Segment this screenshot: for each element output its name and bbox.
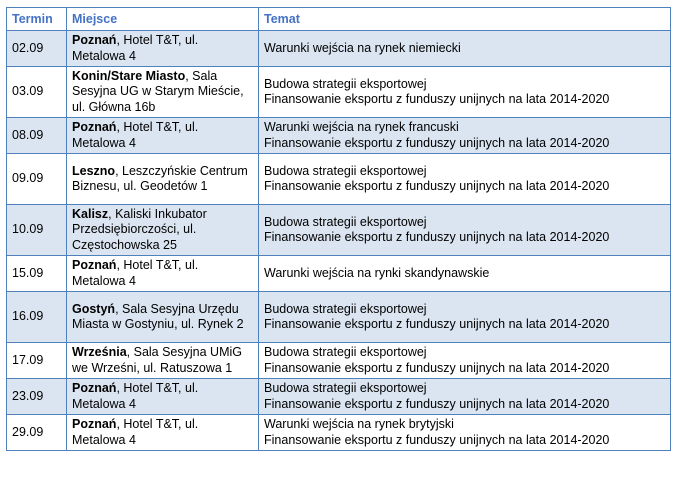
city-name: Poznań <box>72 417 117 431</box>
schedule-table <box>6 7 671 451</box>
place-detail: , Hotel T&T, ul. Metalowa 4 <box>72 381 199 411</box>
place-cell <box>67 415 259 451</box>
place-cell <box>67 118 259 154</box>
date-cell: 29.09 <box>7 415 67 451</box>
city-name: Września <box>72 345 127 359</box>
topic-line: Finansowanie eksportu z funduszy unijnych na lata 2014-2020 <box>264 179 610 193</box>
city-name: Poznań <box>72 381 117 395</box>
city-name: Gostyń <box>72 301 116 316</box>
date-cell: 03.09 <box>7 67 67 118</box>
header-temat: Temat <box>259 8 671 31</box>
city-name: Kalisz <box>72 206 109 221</box>
topic-line: Budowa strategii eksportowej <box>264 301 427 316</box>
place-cell <box>67 31 259 67</box>
topic-line: Finansowanie eksportu z funduszy unijnych na lata 2014-2020 <box>264 360 610 375</box>
date-cell: 23.09 <box>7 379 67 415</box>
date-cell: 08.09 <box>7 118 67 154</box>
topic-line: Finansowanie eksportu z funduszy unijnych na lata 2014-2020 <box>264 317 610 331</box>
city-name: Poznań <box>72 33 117 47</box>
place-detail: , Hotel T&T, ul. Metalowa 4 <box>72 120 199 150</box>
topic-cell <box>259 415 671 451</box>
topic-cell <box>259 379 671 415</box>
date-cell: 10.09 <box>7 205 67 256</box>
topic-line: Budowa strategii eksportowej <box>264 345 427 359</box>
place-detail: , Leszczyńskie Centrum Biznesu, ul. Geodetów 1 <box>72 163 248 193</box>
topic-cell <box>259 343 671 379</box>
city-name: Poznań <box>72 258 117 272</box>
topic-line: Warunki wejścia na rynek niemiecki <box>264 40 461 55</box>
city-name: Poznań <box>72 120 117 134</box>
header-miejsce: Miejsce <box>67 8 259 31</box>
table-row <box>7 379 671 415</box>
table-row <box>7 343 671 379</box>
topic-line: Warunki wejścia na rynek brytyjski <box>264 417 454 431</box>
place-detail: , Kaliski Inkubator Przedsiębiorczości, ul. Częstochowska 25 <box>72 206 207 252</box>
place-cell <box>67 154 259 205</box>
topic-line: Warunki wejścia na rynki skandynawskie <box>264 265 490 280</box>
header-row <box>7 8 671 31</box>
table-row <box>7 292 671 343</box>
date-cell: 02.09 <box>7 31 67 67</box>
table-row <box>7 154 671 205</box>
table-row <box>7 415 671 451</box>
place-cell <box>67 343 259 379</box>
place-cell <box>67 379 259 415</box>
date-cell: 17.09 <box>7 343 67 379</box>
topic-cell <box>259 31 671 67</box>
topic-cell <box>259 118 671 154</box>
place-cell <box>67 256 259 292</box>
place-detail: , Hotel T&T, ul. Metalowa 4 <box>72 33 199 63</box>
topic-line: Budowa strategii eksportowej <box>264 214 427 229</box>
table-row <box>7 205 671 256</box>
date-cell: 16.09 <box>7 292 67 343</box>
topic-line: Finansowanie eksportu z funduszy unijnych na lata 2014-2020 <box>264 92 610 106</box>
place-cell <box>67 205 259 256</box>
topic-cell <box>259 205 671 256</box>
topic-line: Budowa strategii eksportowej <box>264 381 427 395</box>
header-termin: Termin <box>7 8 67 31</box>
place-detail: , Sala Sesyjna Urzędu Miasta w Gostyniu, ul. Rynek 2 <box>72 301 244 331</box>
topic-line: Budowa strategii eksportowej <box>264 76 427 91</box>
place-detail: , Sala Sesyjna UG w Starym Mieście, ul. Główna 16b <box>72 68 244 114</box>
topic-line: Finansowanie eksportu z funduszy unijnych na lata 2014-2020 <box>264 396 610 411</box>
table-row <box>7 118 671 154</box>
topic-line: Budowa strategii eksportowej <box>264 163 427 178</box>
date-cell: 15.09 <box>7 256 67 292</box>
topic-line: Finansowanie eksportu z funduszy unijnych na lata 2014-2020 <box>264 230 610 244</box>
city-name: Leszno <box>72 163 116 178</box>
place-detail: , Hotel T&T, ul. Metalowa 4 <box>72 417 199 447</box>
topic-line: Warunki wejścia na rynek francuski <box>264 120 459 134</box>
table-row <box>7 31 671 67</box>
date-cell: 09.09 <box>7 154 67 205</box>
place-detail: , Sala Sesyjna UMiG we Wrześni, ul. Ratuszowa 1 <box>72 345 242 375</box>
topic-line: Finansowanie eksportu z funduszy unijnych na lata 2014-2020 <box>264 135 610 150</box>
topic-cell <box>259 67 671 118</box>
topic-cell <box>259 154 671 205</box>
table-row <box>7 256 671 292</box>
topic-line: Finansowanie eksportu z funduszy unijnych na lata 2014-2020 <box>264 432 610 447</box>
table-row <box>7 67 671 118</box>
topic-cell <box>259 292 671 343</box>
city-name: Konin/Stare Miasto <box>72 68 186 83</box>
place-cell <box>67 292 259 343</box>
place-detail: , Hotel T&T, ul. Metalowa 4 <box>72 258 199 288</box>
place-cell <box>67 67 259 118</box>
topic-cell <box>259 256 671 292</box>
